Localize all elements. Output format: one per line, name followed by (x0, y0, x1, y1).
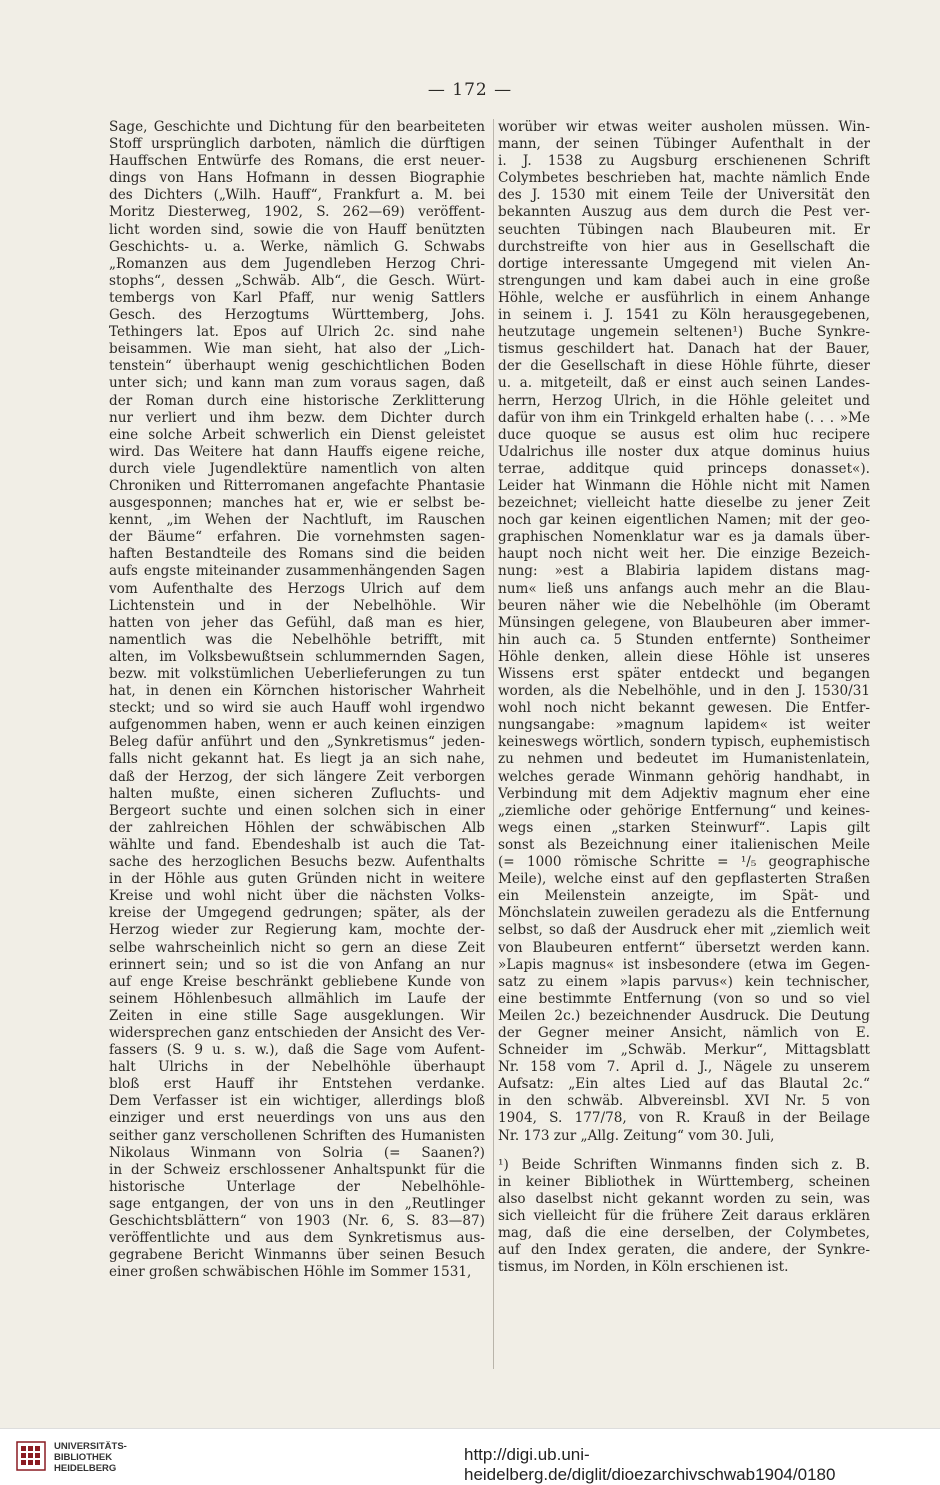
text-line: ein Meilenstein anzeigte, im Spät- und (498, 888, 870, 905)
text-line: „Romanzen aus dem Jugendleben Herzog Chri- (109, 255, 485, 272)
text-line: halten mußte, einen sicheren Zufluchts- und (109, 785, 485, 802)
text-line: tenstein“ überhaupt wenig geschichtlichen Boden (109, 358, 485, 375)
text-line: Colymbetes beschrieben hat, machte nämlich Ende (498, 170, 870, 187)
text-line: steckt; und so wird sie auch Hauff wohl irgendwo (109, 700, 485, 717)
text-line: durchstreifte von hier aus in Gesellschaft die (498, 238, 870, 255)
text-line: der die Gesellschaft in diese Höhle führte, dieser (498, 358, 870, 375)
text-line: hin auch ca. 5 Stunden entfernte) Sontheimer (498, 631, 870, 648)
text-line: eine bestimmte Entfernung (von so und so viel (498, 990, 870, 1007)
text-line: des J. 1530 mit einem Teile der Universität den (498, 187, 870, 204)
text-line: Wissens erst später entdeckt und begangen (498, 666, 870, 682)
text-line: ¹) Beide Schriften Winmanns finden sich z. B. (498, 1156, 870, 1173)
text-line: in keiner Bibliothek in Württemberg, scheinen (498, 1173, 870, 1190)
text-line: tembergs von Karl Pfaff, nur wenig Sattlers (109, 289, 485, 306)
text-line: ausgesponnen; manches hat er, wie er selbst be- (109, 495, 485, 512)
text-line: selbe wahrscheinlich nicht so gern an diese Zeit (109, 939, 485, 956)
text-line: Hauffschen Entwürfe des Romans, die erst neuer- (109, 153, 485, 170)
text-line: wohl noch nicht bekannt gewesen. Die Entfer- (498, 700, 870, 717)
text-line: hatten von jeher das Gefühl, daß man es hier, (109, 614, 485, 631)
text-line: aufs engste miteinander zusammenhängenden Sagen (109, 563, 485, 580)
text-line: beisammen. Wie man sieht, hat also der „Lich- (109, 341, 485, 358)
text-line: haupt noch nicht weit her. Die einzige Bezeich- (498, 546, 870, 563)
library-logo[interactable] (16, 1437, 136, 1477)
text-line: von Blaubeuren entfernt“ übersetzt werden kann. (498, 939, 870, 956)
text-line: der Gegner meiner Ansicht, nämlich von E. (498, 1024, 870, 1041)
text-line: num« ließ uns anfangs auch mehr an die Blau- (498, 580, 870, 597)
text-line: erinnert sein; und so ist die von Anfang an nur (109, 956, 485, 973)
text-line: in den schwäb. Albvereinsbl. XVI Nr. 5 von (498, 1093, 870, 1110)
text-line: nungsangabe: »magnum lapidem« ist weiter (498, 717, 870, 734)
text-line: u. a. mitgeteilt, daß er einst auch seinen Landes- (498, 375, 870, 392)
text-line: daß der Herzog, der sich längere Zeit verborgen (109, 768, 485, 785)
text-line: mann, der seinen Tübinger Aufenthalt in der (498, 136, 870, 153)
page-number: — 172 — (427, 80, 513, 100)
footnote (498, 1157, 870, 1277)
text-line: Kreise und wohl nicht über die nächsten Volks- (109, 888, 485, 905)
text-line: mag, daß die eine derselben, der Colymbetes, (498, 1225, 870, 1241)
library-logo-icon (16, 1441, 46, 1471)
text-line: Nikolaus Winmann von Solria (= Saanen?) (109, 1144, 485, 1161)
text-line: dings von Hans Hofmann in dessen Biographie (109, 170, 485, 187)
text-line: duce quoque se ausus est olim huc recipere (498, 426, 870, 443)
text-line: »Lapis magnus« ist insbesondere (etwa im Gegen- (498, 956, 870, 973)
text-line: Schneider im „Schwäb. Merkur“, Mittagsblatt (498, 1042, 870, 1059)
text-line: tismus, im Norden, in Köln erschienen ist. (498, 1259, 789, 1276)
right-column (498, 119, 870, 1276)
text-line: eine solche Arbeit schwerlich ein Dienst geleistet (109, 426, 485, 443)
text-line: wegs einen „starken Steinwurf“. Lapis gilt (498, 819, 870, 836)
text-line: Chroniken und Ritterromanen angefachte Phantasie (109, 477, 485, 494)
text-line: einer großen schwäbischen Höhle im Sommer 1531, (109, 1264, 472, 1281)
text-line: worüber wir etwas weiter ausholen müssen. Win- (498, 119, 870, 135)
text-line: Nr. 173 zur „Allg. Zeitung“ vom 30. Juli, (498, 1127, 775, 1144)
text-line: fassers (S. 9 u. s. w.), daß die Sage vom Aufent- (109, 1042, 485, 1059)
text-line: Mönchslatein zuweilen geradezu als die Entfernung (498, 905, 870, 922)
text-line: nung: »est a Blabiria lapidem distans mag- (498, 563, 870, 580)
text-line: satz zu einem »lapis parvus«) kein technischer, (498, 973, 870, 990)
text-line: i. J. 1538 zu Augsburg erschienenen Schrift (498, 153, 870, 170)
logo-line-1: UNIVERSITÄTS- (54, 1441, 127, 1452)
logo-line-2: BIBLIOTHEK (54, 1452, 113, 1463)
text-line: durch viele Jugendlektüre namentlich von alten (109, 460, 485, 477)
text-line: kreise der Umgegend gedrungen; später, als der (109, 905, 485, 922)
text-line: beuren näher wie die Nebelhöhle (im Oberamt (498, 597, 870, 614)
right-column-body (498, 119, 870, 1145)
text-line: strengungen und kam dabei auch in eine große (498, 272, 870, 289)
text-line: sage entgangen, der von uns in den „Reutlinger (109, 1195, 485, 1212)
text-line: keineswegs wörtlich, sondern typisch, euphemistisch (498, 734, 870, 751)
text-line: nur verliert und ihm bezw. dem Dichter durch (109, 409, 485, 426)
text-line: sich vielleicht für die frühere Zeit daraus erklären (498, 1207, 870, 1224)
footer-bar (0, 1428, 940, 1482)
text-line: Zeiten in eine stille Sage ausgeklungen. Wir (109, 1007, 485, 1024)
text-line: stophs“, dessen „Schwäb. Alb“, die Gesch. Würt- (109, 272, 485, 289)
text-line: zu nehmen und bedeutet im Humanistenlatein, (498, 751, 870, 768)
text-line: Moritz Diesterweg, 1902, S. 262—69) veröffent- (109, 204, 485, 221)
text-line: gegrabene Bericht Winmanns über seinen Besuch (109, 1247, 485, 1264)
text-line: in der Höhle aus guten Gründen nicht in weitere (109, 871, 485, 888)
text-line: worden, als die Nebelhöhle, und in den J. 1530/31 (498, 683, 870, 700)
text-line: noch gar keinen eigentlichen Namen; mit der geo- (498, 512, 870, 529)
text-line: Münsingen gelegene, von Blaubeuren aber immer- (498, 614, 870, 631)
text-line: dortige interessante Umgegend mit vielen An- (498, 255, 870, 272)
logo-line-3: HEIDELBERG (54, 1463, 117, 1474)
text-line: Nr. 158 vom 7. April d. J., Nägele zu unserem (498, 1059, 870, 1076)
text-line: vom Aufenthalte des Herzogs Ulrich auf dem (109, 580, 485, 597)
text-line: graphischen Nomenklatur war es ja damals über- (498, 529, 870, 546)
text-line: also daselbst nicht gekannt worden zu sein, was (498, 1190, 870, 1207)
text-line: bezw. mit volkstümlichen Ueberlieferungen zu tun (109, 666, 485, 682)
text-line: dafür von ihm ein Trinkgeld erhalten habe (. . . »Me (498, 409, 870, 426)
text-line: der Bäume“ erfahren. Die vornehmsten sagen- (109, 529, 485, 546)
text-line: Dem Verfasser ist ein wichtiger, allerdings bloß (109, 1093, 485, 1110)
text-line: tismus geschildert hat. Danach hat der Bauer, (498, 341, 870, 358)
text-line: Beleg dafür anführt und den „Synkretismus“ jeden- (109, 734, 485, 751)
text-line: terrae, additque quid princeps donasset«). (498, 460, 870, 477)
text-line: der Roman durch eine historische Zerklitterung (109, 392, 485, 409)
text-line: seuchten Tübingen nach Blaubeuren mit. Er (498, 221, 870, 238)
text-line: welches gerade Winmann gehörig handhabt, in (498, 768, 870, 785)
text-line: Gesch. des Herzogtums Württemberg, Johs. (109, 307, 485, 324)
text-line: wird. Das Weitere hat dann Hauffs eigene reiche, (109, 443, 485, 460)
text-line: haften Bestandteile des Romans sind die beiden (109, 546, 485, 563)
text-line: sache des herzoglichen Besuchs bezw. Aufenthalts (109, 854, 485, 871)
text-line: hat, in denen ein Körnchen historischer Wahrheit (109, 683, 485, 700)
library-logo-text (54, 1441, 127, 1474)
text-line: in der Schweiz erschlossener Anhaltspunkt für die (109, 1161, 485, 1178)
text-line: aufgenommen haben, wenn er auch keinen einzigen (109, 717, 485, 734)
text-line: Lichtenstein und in der Nebelhöhle. Wir (109, 597, 485, 614)
text-line: namentlich was die Nebelhöhle betrifft, mit (109, 631, 485, 648)
text-line: einziger und erst neuerdings von uns aus den (109, 1110, 485, 1127)
text-line: sonst als Bezeichnung einer italienischen Meile (498, 836, 870, 853)
text-line: Udalrichus ille noster dux atque dominus huius (498, 443, 870, 460)
footnote-gap (498, 1145, 870, 1157)
permalink-url[interactable]: http://digi.ub.uni-heidelberg.de/diglit/dioezarchivschwab1904/0180 (464, 1445, 836, 1484)
text-line: in seinem i. J. 1541 zu Köln herausgegebenen, (498, 307, 870, 324)
text-line: Stoff ursprünglich darboten, nämlich die dürftigen (109, 136, 485, 153)
text-line: Höhle denken, allein diese Höhle ist unseres (498, 648, 870, 665)
text-line: Aufsatz: „Ein altes Lied auf das Blautal 2c.“ (498, 1076, 870, 1093)
text-line: Verbindung mit dem Adjektiv magnum eher eine (498, 785, 870, 802)
text-line: widersprechen ganz entschieden der Ansicht des Ver- (109, 1024, 485, 1041)
text-line: falls nicht gekannt hat. Es liegt ja an sich nahe, (109, 751, 485, 768)
text-line: licht worden sind, sowie die von Hauff benützten (109, 221, 485, 238)
text-line: historische Unterlage der Nebelhöhle- (109, 1178, 485, 1195)
text-line: alten, im Volksbewußtsein schlummernden Sagen, (109, 648, 485, 665)
text-line: Tethingers lat. Epos auf Ulrich 2c. sind nahe (109, 324, 485, 341)
left-column (109, 119, 485, 1281)
text-line: halt Ulrichs in der Nebelhöhle überhaupt (109, 1059, 485, 1076)
text-line: Geschichts- u. a. Werke, nämlich G. Schwabs (109, 238, 485, 255)
text-line: (= 1000 römische Schritte = ¹/₅ geographische (498, 854, 870, 871)
text-line: veröffentlichte und aus dem Synkretismus aus- (109, 1230, 485, 1247)
text-line: Geschichtsblättern“ von 1903 (Nr. 6, S. 83—87) (109, 1213, 485, 1229)
text-line: 1904, S. 177/78, von R. Krauß in der Beilage (498, 1110, 870, 1127)
text-line: seither ganz verschollenen Schriften des Humanisten (109, 1127, 485, 1144)
text-line: bloß erst Hauff ihr Entstehen verdanke. (109, 1076, 485, 1093)
text-line: des Dichters („Wilh. Hauff“, Frankfurt a. M. bei (109, 187, 485, 204)
text-line: Herzog wieder zur Regierung kam, mochte der- (109, 922, 485, 939)
column-divider (493, 119, 494, 1369)
text-line: selbst, so daß der Ausdruck eher mit „ziemlich weit (498, 922, 870, 939)
text-line: Meilen 2c.) bezeichnender Ausdruck. Die Deutung (498, 1007, 870, 1024)
text-line: Bergeort suchte und einen solchen sich in einer (109, 802, 485, 819)
text-line: „ziemliche oder gehörige Entfernung“ und keines- (498, 802, 870, 819)
text-line: seinem Höhlenbesuch allmählich im Laufe der (109, 990, 485, 1007)
text-line: auf enge Kreise beschränkt gebliebene Kunde von (109, 973, 485, 990)
text-line: Leider hat Winmann die Höhle nicht mit Namen (498, 477, 870, 494)
text-line: Höhle, welche er ausführlich in einem Anhange (498, 289, 870, 306)
text-line: heutzutage ungemein seltenen¹) Buche Synkre- (498, 324, 870, 341)
text-line: Meile), welche einst auf den gepflasterten Straßen (498, 871, 870, 888)
text-line: Sage, Geschichte und Dichtung für den bearbeiteten (109, 119, 485, 135)
text-line: auf den Index geraten, die andere, der Synkre- (498, 1242, 870, 1259)
text-line: herrn, Herzog Ulrich, in die Höhle geleitet und (498, 392, 870, 409)
text-line: kennt, „im Wehen der Nachtluft, im Rauschen (109, 512, 485, 529)
text-line: bezeichnet; vielleicht hatte dieselbe zu jener Zeit (498, 495, 870, 512)
text-line: wählte und fand. Ebendeshalb ist auch die Tat- (109, 836, 485, 853)
text-line: bekannten Auszug aus dem durch die Pest ver- (498, 204, 870, 221)
text-line: der zahlreichen Höhlen der schwäbischen Alb (109, 819, 485, 836)
text-line: unter sich; und kann man zum voraus sagen, daß (109, 375, 485, 392)
